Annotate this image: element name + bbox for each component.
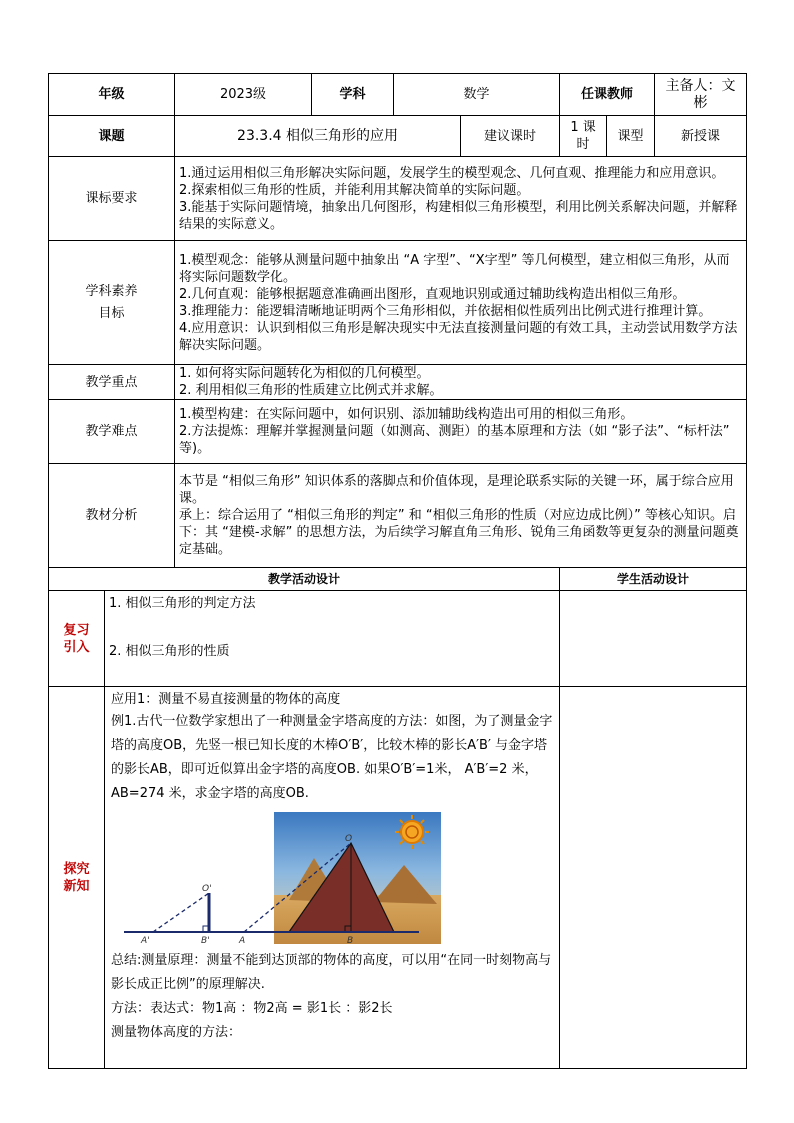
review-row (49, 591, 747, 687)
review-item: 2. 相似三角形的性质 (109, 644, 230, 659)
summary-text: 总结:测量原理：测量不能到达顶部的物体的高度，可以用“在同一时刻物高与影长成正比例”的原理解决. (111, 953, 552, 992)
example-text: 例1.古代一位数学家想出了一种测量金字塔高度的方法：如图，为了测量金字塔的高度OB，先竖一根已知长度的木棒O′B′，比较木棒的影长A′B′ 与金字塔的影长AB，即可近似算出金字塔的高度OB. 如果O′B′=1米， A′B′=2 米，AB=274 米，求金字塔的高度OB. (111, 714, 553, 801)
literacy-item: 2.几何直观：能够根据题意准确画出图形，直观地识别或通过辅助线构造出相似三角形。 (179, 286, 686, 302)
teacher-value: 主备人：文彬 (655, 74, 747, 116)
key-points-content (175, 365, 747, 400)
review-content (105, 591, 560, 687)
curriculum-item: 3.能基于实际问题情境，抽象出几何图形，构建相似三角形模型，利用比例关系解决问题，并解释结果的实际意义。 (179, 199, 738, 232)
height-method-text: 测量物体高度的方法： (111, 1025, 242, 1040)
explore-student-cell (560, 687, 747, 1069)
label-B-prime: B' (201, 936, 210, 946)
curriculum-item: 1.通过运用相似三角形解决实际问题，发展学生的模型观念、几何直观、推理能力和应用意识。 (179, 165, 725, 181)
analysis-item: 承上：综合运用了 “相似三角形的判定” 和 “相似三角形的性质（对应边成比例）” 等核心知识。启下：其 “建模-求解” 的思想方法，为后续学习解直角三角形、锐角三角函数等更复杂的测量问题奠定基础。 (179, 508, 739, 557)
method-text: 方法：表达式：物1高 ：物2高 = 影1长 ：影2长 (111, 1001, 393, 1016)
label-B: B (347, 936, 354, 946)
literacy-label-line-2: 目标 (98, 305, 125, 321)
key-point-item: 2. 利用相似三角形的性质建立比例式并求解。 (179, 383, 443, 398)
analysis-content (175, 464, 747, 568)
label-A-prime: A' (141, 936, 150, 946)
difficulties-label: 教学难点 (49, 400, 175, 464)
analysis-label: 教材分析 (49, 464, 175, 568)
literacy-item: 1.模型观念：能够从测量问题中抽象出 “A 字型”、“X字型” 等几何模型，建立相似三角形，从而将实际问题数学化。 (179, 252, 730, 285)
label-O: O (345, 834, 353, 844)
analysis-row (49, 464, 747, 568)
review-label-line-1: 复习 (63, 622, 90, 638)
topic-label: 课题 (49, 116, 175, 157)
analysis-item: 本节是 “相似三角形” 知识体系的落脚点和价值体现，是理论联系实际的关键一环，属于综合应用课。 (179, 474, 734, 506)
review-label-line-2: 引入 (63, 639, 90, 655)
literacy-row (49, 241, 747, 365)
teacher-activity-header: 教学活动设计 (49, 568, 560, 591)
explore-label-line-2: 新知 (63, 878, 90, 894)
teacher-label: 任课教师 (560, 74, 655, 116)
topic-value: 23.3.4 相似三角形的应用 (175, 116, 461, 157)
difficulties-content (175, 400, 747, 464)
explore-label-line-1: 探究 (63, 861, 90, 877)
literacy-label (49, 241, 175, 365)
curriculum-row (49, 157, 747, 241)
key-points-label: 教学重点 (49, 365, 175, 400)
student-activity-header: 学生活动设计 (560, 568, 747, 591)
curriculum-item: 2.探索相似三角形的性质，并能利用其解决简单的实际问题。 (179, 182, 530, 198)
sun-icon (395, 815, 429, 849)
subject-value: 数学 (394, 74, 560, 116)
difficulty-item: 2.方法提炼：理解并掌握测量问题（如测高、测距）的基本原理和方法（如 “影子法”、“标杆法” 等)。 (179, 424, 730, 456)
subject-label: 学科 (312, 74, 394, 116)
type-value: 新授课 (655, 116, 747, 157)
literacy-label-line-1: 学科素养 (85, 283, 138, 299)
key-point-item: 1. 如何将实际问题转化为相似的几何模型。 (179, 366, 430, 381)
app-title: 应用1：测量不易直接测量的物体的高度 (111, 692, 341, 707)
explore-label (49, 687, 105, 1069)
review-item: 1. 相似三角形的判定方法 (109, 596, 256, 611)
difficulty-item: 1.模型构建：在实际问题中，如何识别、添加辅助线构造出可用的相似三角形。 (179, 407, 634, 422)
literacy-content (175, 241, 747, 365)
hours-value: 1 课时 (560, 116, 607, 157)
type-label: 课型 (607, 116, 655, 157)
label-O-prime: O' (202, 884, 212, 894)
literacy-item: 4.应用意识：认识到相似三角形是解决现实中无法直接测量问题的有效工具，主动尝试用数学方法解决实际问题。 (179, 320, 738, 353)
hours-label: 建议课时 (461, 116, 560, 157)
header-row-2 (49, 116, 747, 157)
review-label (49, 591, 105, 687)
lesson-plan-table (48, 73, 747, 1069)
difficulties-row (49, 400, 747, 464)
explore-content (105, 687, 560, 1069)
ray-line-A-prime (153, 893, 209, 932)
grade-value: 2023级 (175, 74, 312, 116)
activity-header-row (49, 568, 747, 591)
curriculum-label: 课标要求 (49, 157, 175, 241)
review-student-cell (560, 591, 747, 687)
header-row-1 (49, 74, 747, 116)
literacy-item: 3.推理能力：能逻辑清晰地证明两个三角形相似，并依据相似性质列出比例式进行推理计算。 (179, 303, 712, 319)
explore-row (49, 687, 747, 1069)
curriculum-content (175, 157, 747, 241)
pyramid-shadow-figure (119, 810, 441, 947)
grade-label: 年级 (49, 74, 175, 116)
key-points-row (49, 365, 747, 400)
label-A: A (239, 936, 246, 946)
